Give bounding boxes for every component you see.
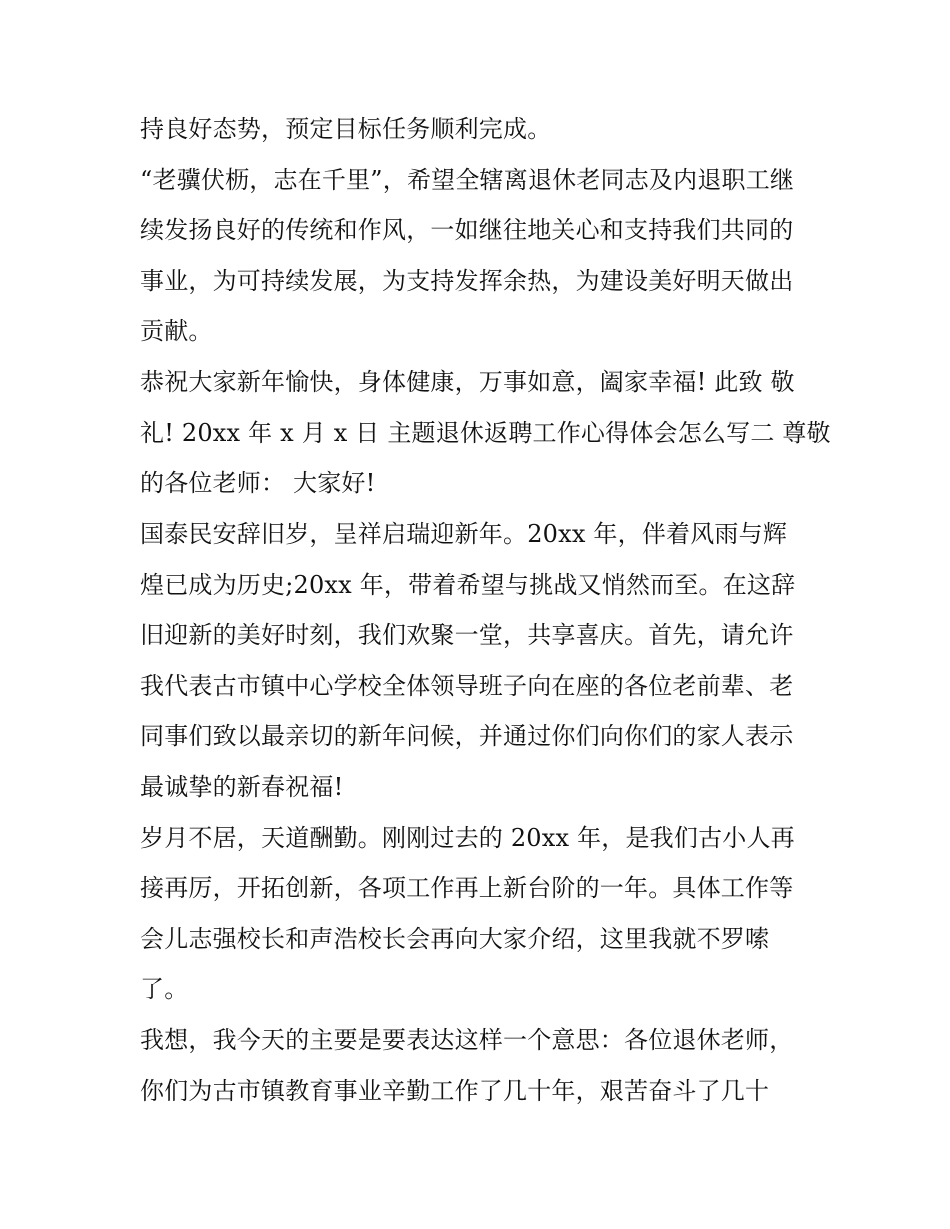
text-line: 旧迎新的美好时刻，我们欢聚一堂，共享喜庆。首先，请允许 [140,621,794,649]
text-line: “老骥伏枥，志在千里”，希望全辖离退休老同志及内退职工继 [140,166,795,194]
text-line: 会儿志强校长和声浩校长会再向大家介绍，这里我就不罗嗦 [140,925,770,953]
text-line: 的各位老师： 大家好! [140,469,376,497]
text-line: 事业，为可持续发展，为支持发挥余热，为建设美好明天做出 [140,267,794,295]
text-line: 持良好态势，预定目标任务顺利完成。 [140,115,552,143]
text-line: 同事们致以最亲切的新年问候，并通过你们向你们的家人表示 [140,722,794,750]
text-line: 礼! 20xx 年 x 月 x 日 主题退休返聘工作心得体会怎么写二 尊敬 [140,419,831,447]
text-line: 你们为古市镇教育事业辛勤工作了几十年，艰苦奋斗了几十 [140,1077,770,1105]
text-line: 接再厉，开拓创新，各项工作再上新台阶的一年。具体工作等 [140,874,794,902]
text-line: 国泰民安辞旧岁，呈祥启瑞迎新年。20xx 年，伴着风雨与辉 [140,520,788,548]
text-line: 煌已成为历史;20xx 年，带着希望与挑战又悄然而至。在这辞 [140,571,796,599]
text-line: 我想，我今天的主要是要表达这样一个意思：各位退休老师， [140,1026,794,1054]
text-line: 岁月不居，天道酬勤。刚刚过去的 20xx 年，是我们古小人再 [140,824,795,852]
text-line: 恭祝大家新年愉快，身体健康，万事如意，阖家幸福! 此致 敬 [140,368,795,396]
text-line: 我代表古市镇中心学校全体领导班子向在座的各位老前辈、老 [140,672,794,700]
text-line: 了。 [140,975,189,1003]
text-line: 贡献。 [140,317,213,345]
text-line: 最诚挚的新春祝福! [140,773,344,801]
text-line: 续发扬良好的传统和作风，一如继往地关心和支持我们共同的 [140,216,794,244]
